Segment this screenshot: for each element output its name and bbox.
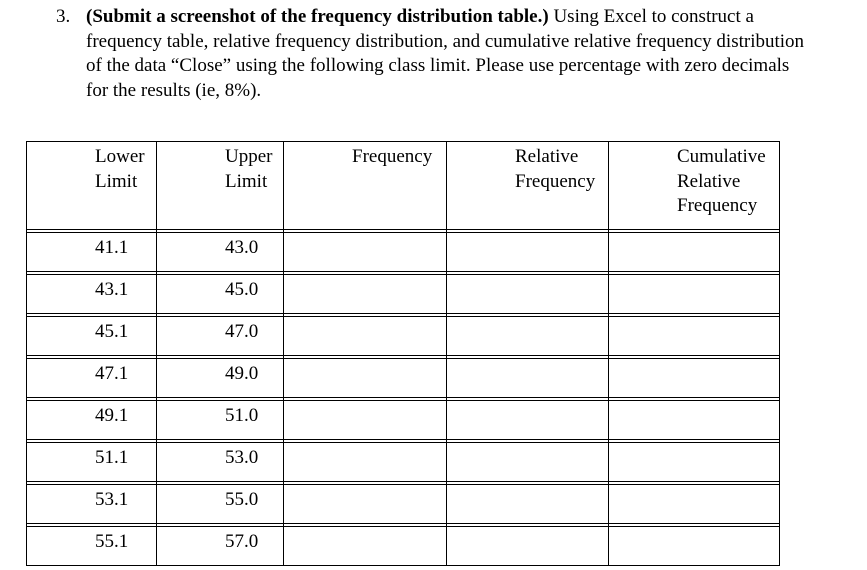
frequency-cell xyxy=(284,485,447,524)
question-text xyxy=(86,5,811,103)
cell-value xyxy=(447,317,608,320)
cell-value xyxy=(609,527,779,530)
cell-value xyxy=(447,359,608,362)
table-row xyxy=(27,359,780,398)
frequency-cell xyxy=(284,233,447,272)
cell-value: 49.0 xyxy=(225,363,259,384)
table-row xyxy=(27,233,780,272)
cell-value: 43.1 xyxy=(95,279,129,300)
header-frequency xyxy=(284,142,447,230)
header-upper-limit xyxy=(157,142,284,230)
table-row xyxy=(27,485,780,524)
cell-value xyxy=(284,317,446,320)
frequency-distribution-table xyxy=(26,141,780,566)
header-line: Frequency xyxy=(352,146,433,167)
lower-limit-cell xyxy=(27,317,157,356)
cell-value xyxy=(447,233,608,236)
header-line: Limit xyxy=(225,170,268,192)
upper-limit-cell xyxy=(157,401,284,440)
header-line: Frequency xyxy=(515,170,596,192)
cell-value xyxy=(447,401,608,404)
relative-frequency-cell xyxy=(447,401,609,440)
frequency-cell xyxy=(284,275,447,314)
cumulative-relative-frequency-cell xyxy=(609,275,780,314)
relative-frequency-cell xyxy=(447,485,609,524)
cell-value: 45.0 xyxy=(225,279,259,300)
cell-value: 55.0 xyxy=(225,489,259,510)
header-cumulative-relative-frequency xyxy=(609,142,780,230)
cumulative-relative-frequency-cell xyxy=(609,485,780,524)
cumulative-relative-frequency-cell xyxy=(609,401,780,440)
frequency-cell xyxy=(284,443,447,482)
cell-value xyxy=(447,485,608,488)
question-number: 3. xyxy=(56,6,71,27)
cell-value xyxy=(609,233,779,236)
header-lower-limit xyxy=(27,142,157,230)
table-row xyxy=(27,275,780,314)
lower-limit-cell xyxy=(27,233,157,272)
header-line: Relative xyxy=(515,146,579,167)
lower-limit-cell xyxy=(27,443,157,482)
cumulative-relative-frequency-cell xyxy=(609,527,780,566)
frequency-cell xyxy=(284,317,447,356)
cell-value: 45.1 xyxy=(95,321,129,342)
cell-value: 51.1 xyxy=(95,447,129,468)
lower-limit-cell xyxy=(27,359,157,398)
question-instruction: Using Excel to construct a frequency table, relative frequency distribution, and cumulative relative frequency distribution of the data “Close” using the following class limit. Please use percentage with zero decimals for the results (ie, 8%). xyxy=(86,6,805,101)
table-row xyxy=(27,443,780,482)
relative-frequency-cell xyxy=(447,275,609,314)
cell-value xyxy=(609,485,779,488)
lower-limit-cell xyxy=(27,485,157,524)
table-row xyxy=(27,317,780,356)
cell-value xyxy=(609,317,779,320)
lower-limit-cell xyxy=(27,275,157,314)
header-line: Relative xyxy=(677,170,741,192)
lower-limit-cell xyxy=(27,401,157,440)
header-line: Cumulative xyxy=(677,146,766,167)
cell-value: 51.0 xyxy=(225,405,259,426)
relative-frequency-cell xyxy=(447,233,609,272)
lower-limit-cell xyxy=(27,527,157,566)
cell-value xyxy=(609,443,779,446)
relative-frequency-cell xyxy=(447,527,609,566)
relative-frequency-cell xyxy=(447,359,609,398)
upper-limit-cell xyxy=(157,485,284,524)
header-line: Limit xyxy=(95,170,138,192)
cell-value xyxy=(447,527,608,530)
table-row xyxy=(27,527,780,566)
cumulative-relative-frequency-cell xyxy=(609,443,780,482)
cumulative-relative-frequency-cell xyxy=(609,359,780,398)
header-relative-frequency xyxy=(447,142,609,230)
cumulative-relative-frequency-cell xyxy=(609,317,780,356)
relative-frequency-cell xyxy=(447,443,609,482)
frequency-cell xyxy=(284,359,447,398)
cell-value xyxy=(609,359,779,362)
cell-value: 57.0 xyxy=(225,531,259,552)
frequency-cell xyxy=(284,527,447,566)
header-line: Upper xyxy=(225,146,273,167)
upper-limit-cell xyxy=(157,317,284,356)
cell-value: 43.0 xyxy=(225,237,259,258)
relative-frequency-cell xyxy=(447,317,609,356)
cell-value xyxy=(284,275,446,278)
cell-value xyxy=(284,443,446,446)
cell-value: 49.1 xyxy=(95,405,129,426)
table-header-row xyxy=(27,142,780,230)
cell-value: 47.0 xyxy=(225,321,259,342)
cell-value xyxy=(284,359,446,362)
header-line: Lower xyxy=(95,146,145,167)
table-row xyxy=(27,401,780,440)
cell-value: 41.1 xyxy=(95,237,129,258)
frequency-cell xyxy=(284,401,447,440)
cumulative-relative-frequency-cell xyxy=(609,233,780,272)
cell-value xyxy=(284,233,446,236)
upper-limit-cell xyxy=(157,275,284,314)
upper-limit-cell xyxy=(157,443,284,482)
cell-value xyxy=(284,527,446,530)
question-bold-instruction: (Submit a screenshot of the frequency distribution table.) xyxy=(86,6,549,27)
cell-value xyxy=(609,275,779,278)
cell-value: 53.0 xyxy=(225,447,259,468)
cell-value: 55.1 xyxy=(95,531,129,552)
cell-value xyxy=(447,443,608,446)
cell-value xyxy=(284,485,446,488)
cell-value: 53.1 xyxy=(95,489,129,510)
upper-limit-cell xyxy=(157,233,284,272)
cell-value: 47.1 xyxy=(95,363,129,384)
cell-value xyxy=(284,401,446,404)
header-line: Frequency xyxy=(677,195,758,216)
upper-limit-cell xyxy=(157,359,284,398)
upper-limit-cell xyxy=(157,527,284,566)
cell-value xyxy=(609,401,779,404)
cell-value xyxy=(447,275,608,278)
